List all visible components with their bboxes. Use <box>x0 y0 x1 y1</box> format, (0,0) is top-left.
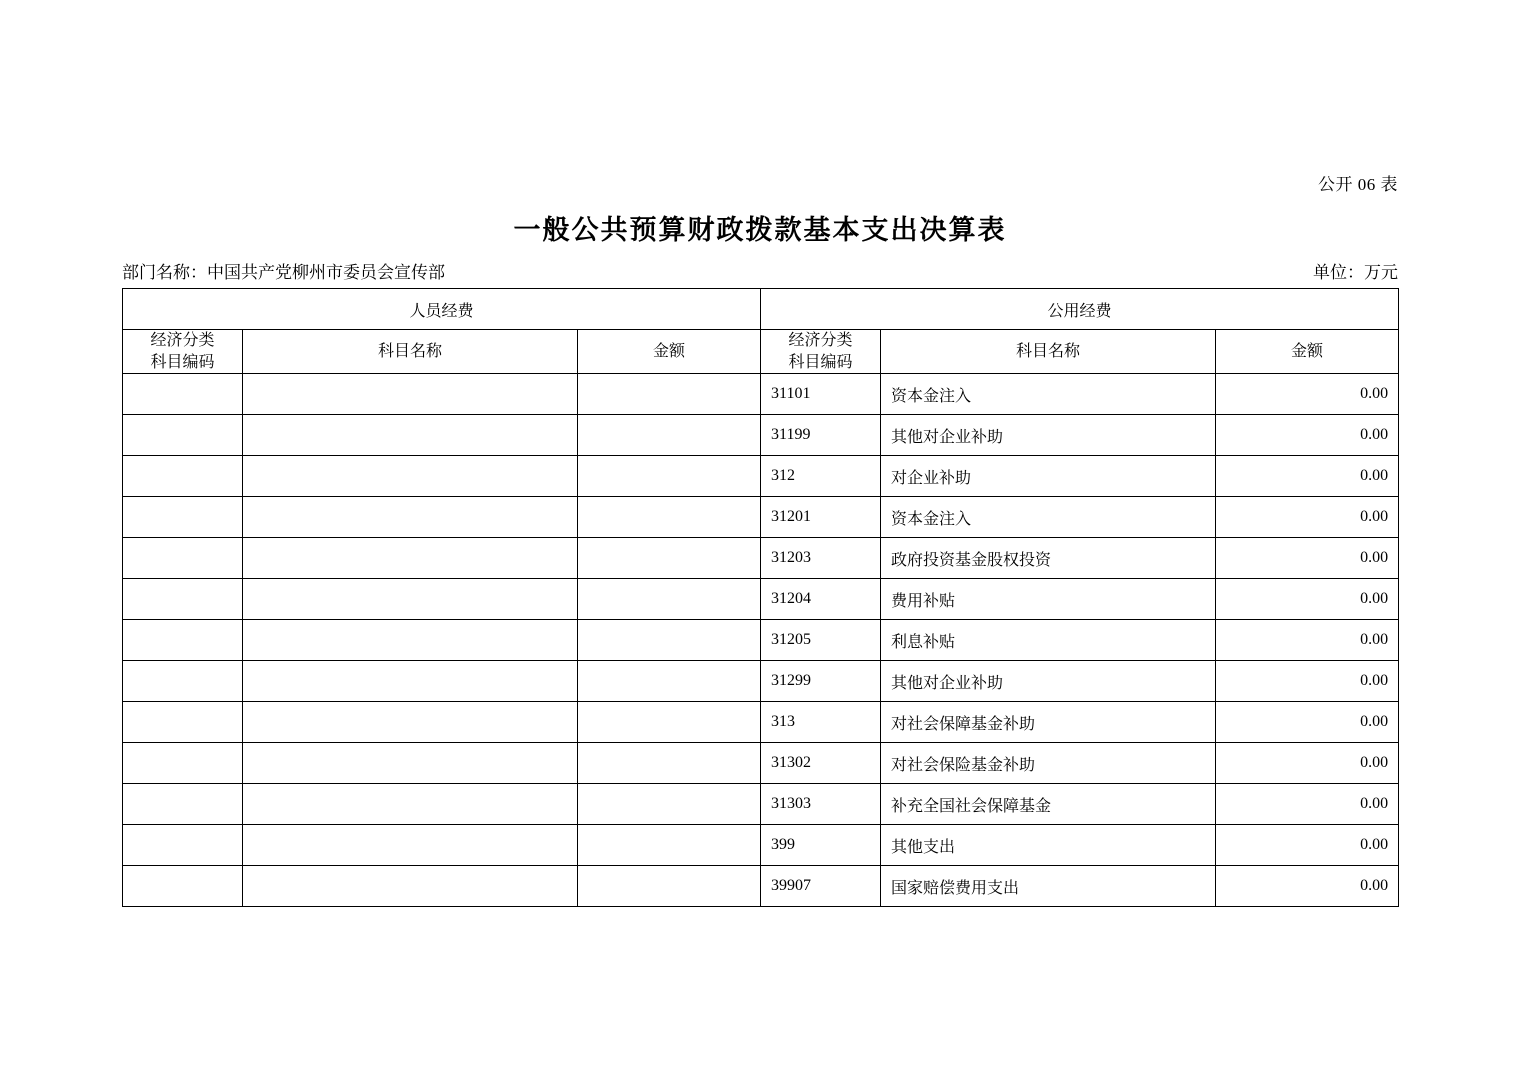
row-right-code: 39907 <box>761 866 881 907</box>
row-left-amount <box>578 456 761 497</box>
row-right-amount: 0.00 <box>1216 702 1399 743</box>
row-right-amount: 0.00 <box>1216 784 1399 825</box>
row-left-code <box>123 497 243 538</box>
row-right-name: 对社会保险基金补助 <box>881 743 1216 784</box>
table-row <box>123 702 1399 743</box>
table-body <box>123 374 1399 907</box>
row-left-code <box>123 415 243 456</box>
meta-row <box>122 258 1398 282</box>
row-left-amount <box>578 866 761 907</box>
row-left-code <box>123 661 243 702</box>
column-header-left-code-line1: 经济分类 <box>150 332 215 349</box>
row-left-name <box>243 825 578 866</box>
row-right-code: 31204 <box>761 579 881 620</box>
row-left-name <box>243 620 578 661</box>
row-left-amount <box>578 415 761 456</box>
row-left-code <box>123 538 243 579</box>
row-left-code <box>123 825 243 866</box>
row-right-name: 对社会保障基金补助 <box>881 702 1216 743</box>
row-left-amount <box>578 374 761 415</box>
page-title: 一般公共预算财政拨款基本支出决算表 <box>513 215 1007 245</box>
row-left-amount <box>578 825 761 866</box>
table-row <box>123 579 1399 620</box>
column-header-right-code-line1: 经济分类 <box>788 332 853 349</box>
row-left-name <box>243 784 578 825</box>
column-header-left-amount: 金额 <box>578 330 761 374</box>
table-row <box>123 866 1399 907</box>
group-header-public: 公用经费 <box>761 289 1399 330</box>
row-left-code <box>123 866 243 907</box>
table-row <box>123 784 1399 825</box>
row-left-amount <box>578 538 761 579</box>
row-left-amount <box>578 497 761 538</box>
row-right-code: 31203 <box>761 538 881 579</box>
row-right-amount: 0.00 <box>1216 456 1399 497</box>
table-row <box>123 538 1399 579</box>
row-right-amount: 0.00 <box>1216 538 1399 579</box>
row-right-amount: 0.00 <box>1216 497 1399 538</box>
row-left-code <box>123 620 243 661</box>
row-right-name: 费用补贴 <box>881 579 1216 620</box>
column-header-right-name: 科目名称 <box>881 330 1216 374</box>
table-row <box>123 456 1399 497</box>
row-right-amount: 0.00 <box>1216 866 1399 907</box>
row-left-code <box>123 702 243 743</box>
table-column-header-row <box>123 330 1399 374</box>
row-right-amount: 0.00 <box>1216 661 1399 702</box>
row-left-name <box>243 538 578 579</box>
row-left-name <box>243 579 578 620</box>
row-right-code: 31299 <box>761 661 881 702</box>
table-row <box>123 825 1399 866</box>
row-left-name <box>243 415 578 456</box>
column-header-left-name: 科目名称 <box>243 330 578 374</box>
row-left-amount <box>578 702 761 743</box>
column-header-right-code <box>761 330 881 374</box>
row-left-amount <box>578 784 761 825</box>
row-right-amount: 0.00 <box>1216 374 1399 415</box>
row-right-code: 313 <box>761 702 881 743</box>
row-left-name <box>243 661 578 702</box>
row-right-name: 国家赔偿费用支出 <box>881 866 1216 907</box>
row-right-name: 其他对企业补助 <box>881 661 1216 702</box>
row-right-name: 政府投资基金股权投资 <box>881 538 1216 579</box>
row-right-code: 31302 <box>761 743 881 784</box>
row-left-amount <box>578 661 761 702</box>
group-header-personnel: 人员经费 <box>123 289 761 330</box>
row-right-name: 资本金注入 <box>881 374 1216 415</box>
row-right-amount: 0.00 <box>1216 620 1399 661</box>
row-right-code: 312 <box>761 456 881 497</box>
row-right-name: 资本金注入 <box>881 497 1216 538</box>
row-right-amount: 0.00 <box>1216 825 1399 866</box>
department-name: 部门名称：中国共产党柳州市委员会宣传部 <box>122 263 445 282</box>
table-row <box>123 661 1399 702</box>
row-left-code <box>123 456 243 497</box>
row-right-name: 其他支出 <box>881 825 1216 866</box>
unit-label: 单位：万元 <box>1313 263 1398 282</box>
table-row <box>123 497 1399 538</box>
row-left-code <box>123 743 243 784</box>
row-left-name <box>243 702 578 743</box>
table-row <box>123 415 1399 456</box>
form-code: 公开 06 表 <box>1318 175 1398 194</box>
row-left-name <box>243 456 578 497</box>
column-header-left-code <box>123 330 243 374</box>
row-left-amount <box>578 579 761 620</box>
row-right-code: 31303 <box>761 784 881 825</box>
table-row <box>123 743 1399 784</box>
budget-table <box>122 288 1399 907</box>
row-right-name: 利息补贴 <box>881 620 1216 661</box>
row-right-code: 31199 <box>761 415 881 456</box>
row-right-name: 对企业补助 <box>881 456 1216 497</box>
row-left-name <box>243 374 578 415</box>
row-right-amount: 0.00 <box>1216 579 1399 620</box>
column-header-left-code-line2: 科目编码 <box>150 353 215 371</box>
row-right-name: 补充全国社会保障基金 <box>881 784 1216 825</box>
row-right-code: 399 <box>761 825 881 866</box>
table-group-header-row <box>123 289 1399 330</box>
row-right-code: 31205 <box>761 620 881 661</box>
row-right-code: 31201 <box>761 497 881 538</box>
row-right-amount: 0.00 <box>1216 743 1399 784</box>
table-row <box>123 374 1399 415</box>
row-left-code <box>123 579 243 620</box>
row-right-code: 31101 <box>761 374 881 415</box>
row-left-name <box>243 866 578 907</box>
column-header-right-amount: 金额 <box>1216 330 1399 374</box>
row-right-name: 其他对企业补助 <box>881 415 1216 456</box>
table-row <box>123 620 1399 661</box>
row-left-name <box>243 743 578 784</box>
row-left-amount <box>578 743 761 784</box>
column-header-right-code-line2: 科目编码 <box>788 353 853 371</box>
row-left-code <box>123 374 243 415</box>
row-left-amount <box>578 620 761 661</box>
row-right-amount: 0.00 <box>1216 415 1399 456</box>
row-left-name <box>243 497 578 538</box>
row-left-code <box>123 784 243 825</box>
